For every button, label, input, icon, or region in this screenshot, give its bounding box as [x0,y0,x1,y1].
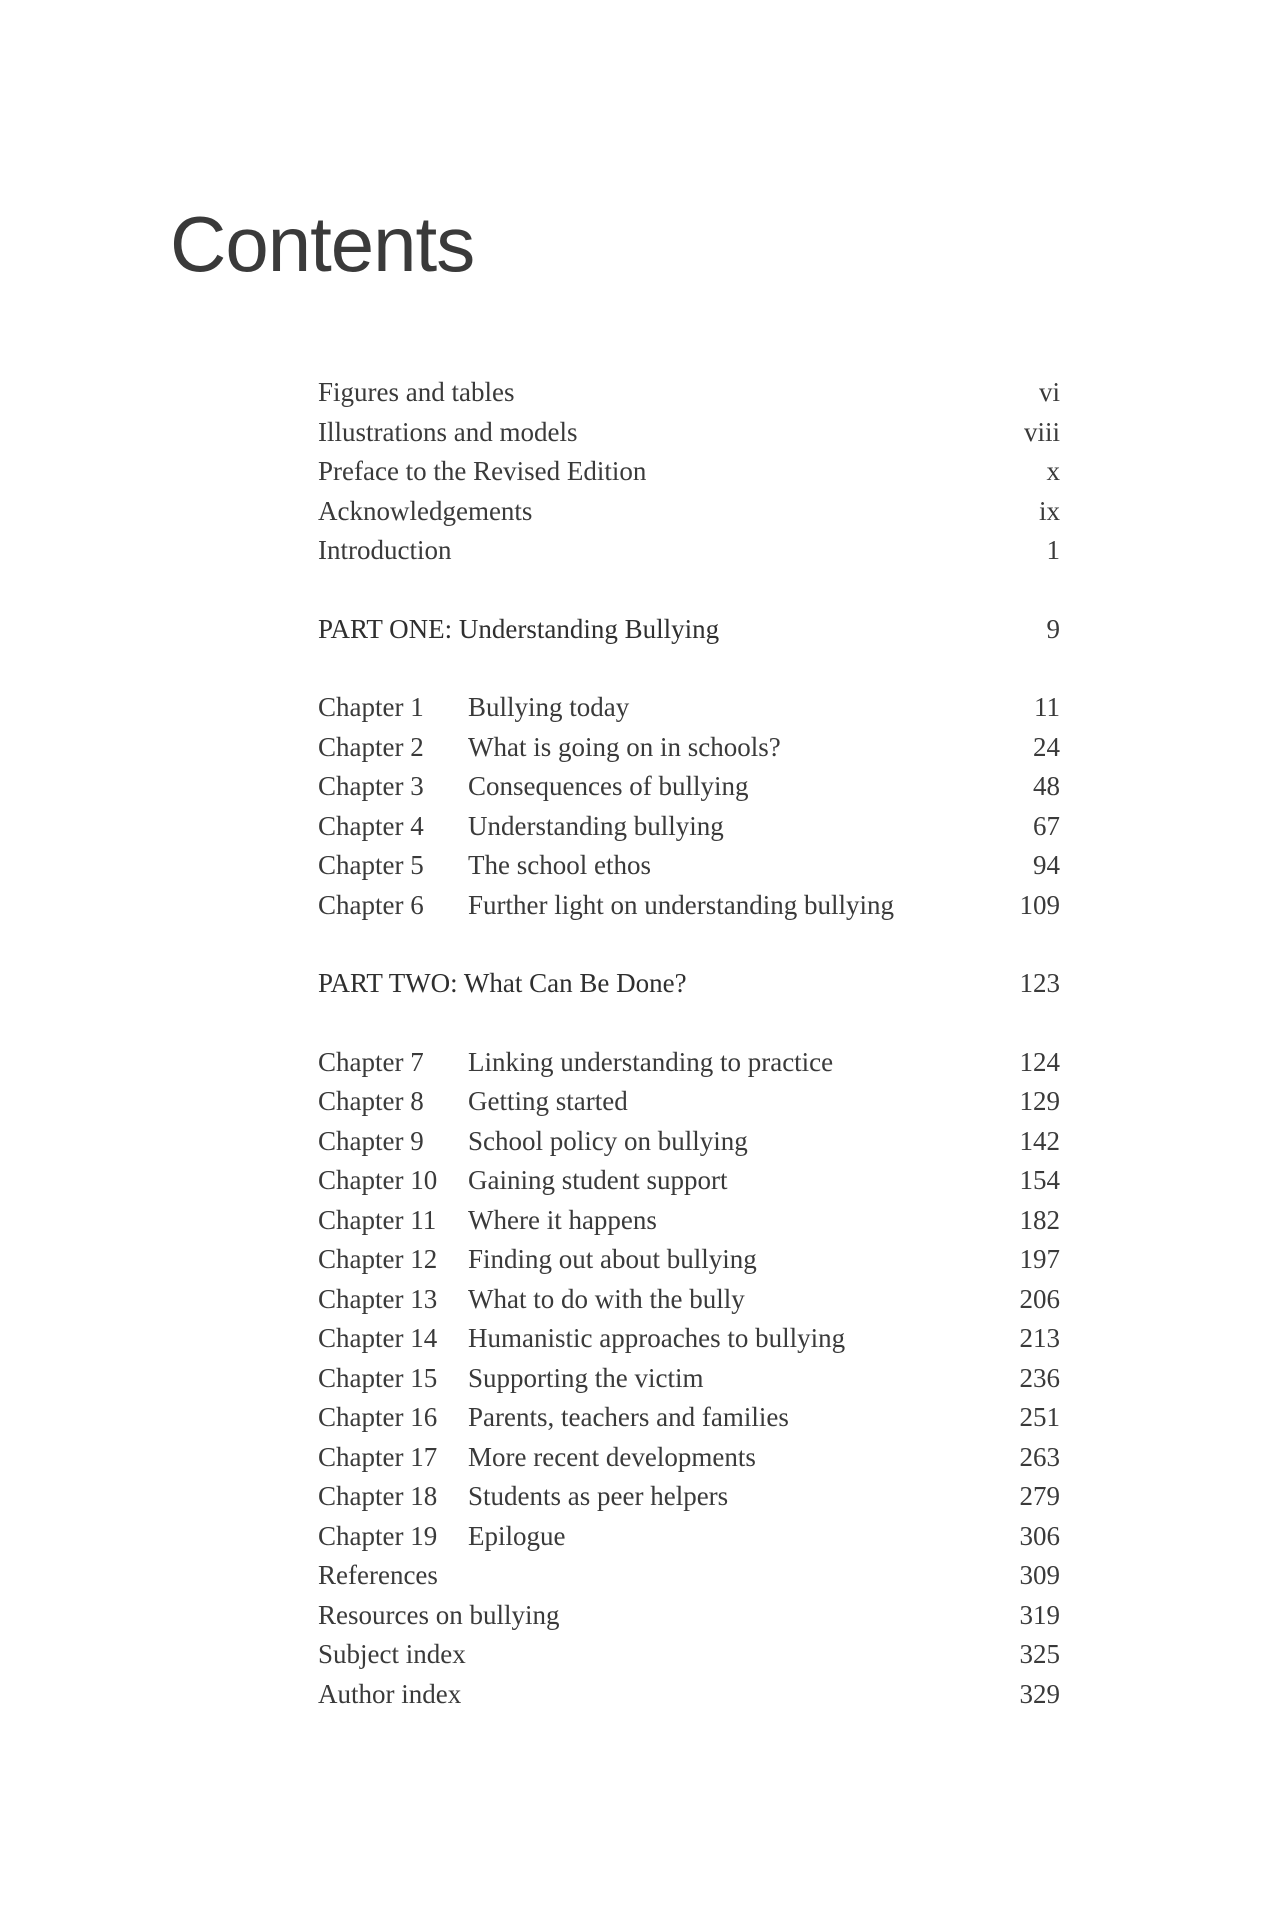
chapter-page-number: 129 [1019,1086,1060,1116]
chapter-number: Chapter 13 [318,1283,438,1314]
chapter-entry [318,1280,1060,1320]
chapter-title: Getting started [468,1086,628,1116]
entry-page-number: 329 [1019,1678,1060,1709]
toc-entry-introduction [318,531,1060,571]
chapter-page-number: 109 [1019,889,1060,920]
chapter-page-number: 124 [1019,1046,1060,1077]
chapter-number: Chapter 17 [318,1441,438,1472]
chapter-entry [318,1161,1060,1201]
chapter-number: Chapter 14 [318,1323,438,1353]
chapter-page-number: 67 [1033,810,1060,841]
chapter-title: Finding out about bullying [468,1244,757,1274]
toc-entry-author-index [318,1675,1060,1715]
toc-entry-acknowledgements [318,492,1060,532]
chapter-page-number: 263 [1019,1441,1060,1472]
chapter-number: Chapter 10 [318,1165,438,1195]
entry-label: Resources on bullying [318,1599,560,1630]
toc-entry-figures-and-tables [318,373,1060,413]
chapter-entry [318,1043,1060,1083]
chapter-title: What to do with the bully [468,1283,745,1314]
chapter-entry [318,807,1060,847]
chapter-entry [318,1477,1060,1517]
entry-page-number: x [1046,456,1060,486]
chapter-title: School policy on bullying [468,1125,748,1156]
chapter-title: Supporting the victim [468,1362,704,1393]
entry-page-number: 319 [1019,1599,1060,1630]
section-spacer [318,649,1060,688]
chapter-title: The school ethos [468,850,651,880]
chapter-number: Chapter 15 [318,1362,438,1393]
toc-entry-preface [318,452,1060,492]
entry-label: References [318,1560,438,1590]
chapter-number: Chapter 4 [318,810,424,841]
part-page-number: 9 [1046,613,1060,644]
chapter-page-number: 206 [1019,1283,1060,1314]
entry-label: Figures and tables [318,377,515,407]
chapter-page-number: 182 [1019,1204,1060,1235]
chapter-number: Chapter 6 [318,889,424,920]
page-title: Contents [170,200,475,288]
part-page-number: 123 [1019,968,1060,998]
chapter-page-number: 213 [1019,1323,1060,1353]
chapter-entry [318,767,1060,807]
toc-entry-subject-index [318,1635,1060,1675]
chapter-entry [318,728,1060,768]
entry-label: Preface to the Revised Edition [318,456,647,486]
chapter-page-number: 11 [1034,692,1060,722]
chapter-title: Epilogue [468,1520,566,1551]
entry-page-number: 1 [1046,535,1060,565]
section-spacer [318,1004,1060,1043]
section-spacer [318,571,1060,610]
chapter-title: Where it happens [468,1204,657,1235]
chapter-number: Chapter 18 [318,1481,438,1511]
chapter-number: Chapter 9 [318,1125,424,1156]
chapter-number: Chapter 3 [318,771,424,801]
toc-entry-illustrations-and-models [318,413,1060,453]
entry-label: Acknowledgements [318,495,533,526]
chapter-entry [318,1122,1060,1162]
table-of-contents [318,373,1060,1714]
entry-page-number: 309 [1019,1560,1060,1590]
chapter-page-number: 197 [1019,1244,1060,1274]
chapter-number: Chapter 16 [318,1402,438,1432]
chapter-page-number: 154 [1019,1165,1060,1195]
chapter-page-number: 24 [1033,731,1060,762]
chapter-page-number: 94 [1033,850,1060,880]
chapter-title: Consequences of bullying [468,771,749,801]
chapter-entry [318,886,1060,926]
chapter-page-number: 142 [1019,1125,1060,1156]
toc-entry-references [318,1556,1060,1596]
part-label: PART ONE: Understanding Bullying [318,613,720,644]
chapter-title: Gaining student support [468,1165,728,1195]
chapter-title: What is going on in schools? [468,731,781,762]
chapter-number: Chapter 2 [318,731,424,762]
entry-label: Illustrations and models [318,416,578,447]
entry-page-number: ix [1038,495,1060,526]
chapter-number: Chapter 19 [318,1520,438,1551]
chapter-title: Humanistic approaches to bullying [468,1323,846,1353]
chapter-title: Further light on understanding bullying [468,889,894,920]
chapter-number: Chapter 11 [318,1204,437,1235]
chapter-entry [318,1082,1060,1122]
chapter-page-number: 279 [1019,1481,1060,1511]
chapter-entry [318,1517,1060,1557]
chapter-title: Students as peer helpers [468,1481,729,1511]
chapter-title: More recent developments [468,1441,756,1472]
chapter-title: Understanding bullying [468,810,724,841]
chapter-number: Chapter 8 [318,1086,424,1116]
chapter-entry [318,1240,1060,1280]
chapter-entry [318,846,1060,886]
entry-label: Author index [318,1678,462,1709]
entry-label: Subject index [318,1639,466,1669]
chapter-entry [318,1398,1060,1438]
entry-page-number: 325 [1019,1639,1060,1669]
part-label: PART TWO: What Can Be Done? [318,968,687,998]
chapter-page-number: 306 [1019,1520,1060,1551]
entry-page-number: viii [1023,416,1060,447]
chapter-page-number: 236 [1019,1362,1060,1393]
chapter-number: Chapter 7 [318,1046,424,1077]
chapter-title: Bullying today [468,692,630,722]
chapter-page-number: 251 [1019,1402,1060,1432]
chapter-entry [318,1359,1060,1399]
part-one-heading [318,610,1060,650]
entry-label: Introduction [318,535,452,565]
part-two-heading [318,964,1060,1004]
entry-page-number: vi [1038,377,1060,407]
chapter-entry [318,1438,1060,1478]
chapter-title: Parents, teachers and families [468,1402,789,1432]
chapter-entry [318,1319,1060,1359]
chapter-page-number: 48 [1033,771,1060,801]
section-spacer [318,925,1060,964]
chapter-entry [318,1201,1060,1241]
chapter-number: Chapter 12 [318,1244,438,1274]
toc-entry-resources [318,1596,1060,1636]
chapter-entry [318,688,1060,728]
chapter-number: Chapter 1 [318,692,424,722]
chapter-title: Linking understanding to practice [468,1046,834,1077]
chapter-number: Chapter 5 [318,850,424,880]
